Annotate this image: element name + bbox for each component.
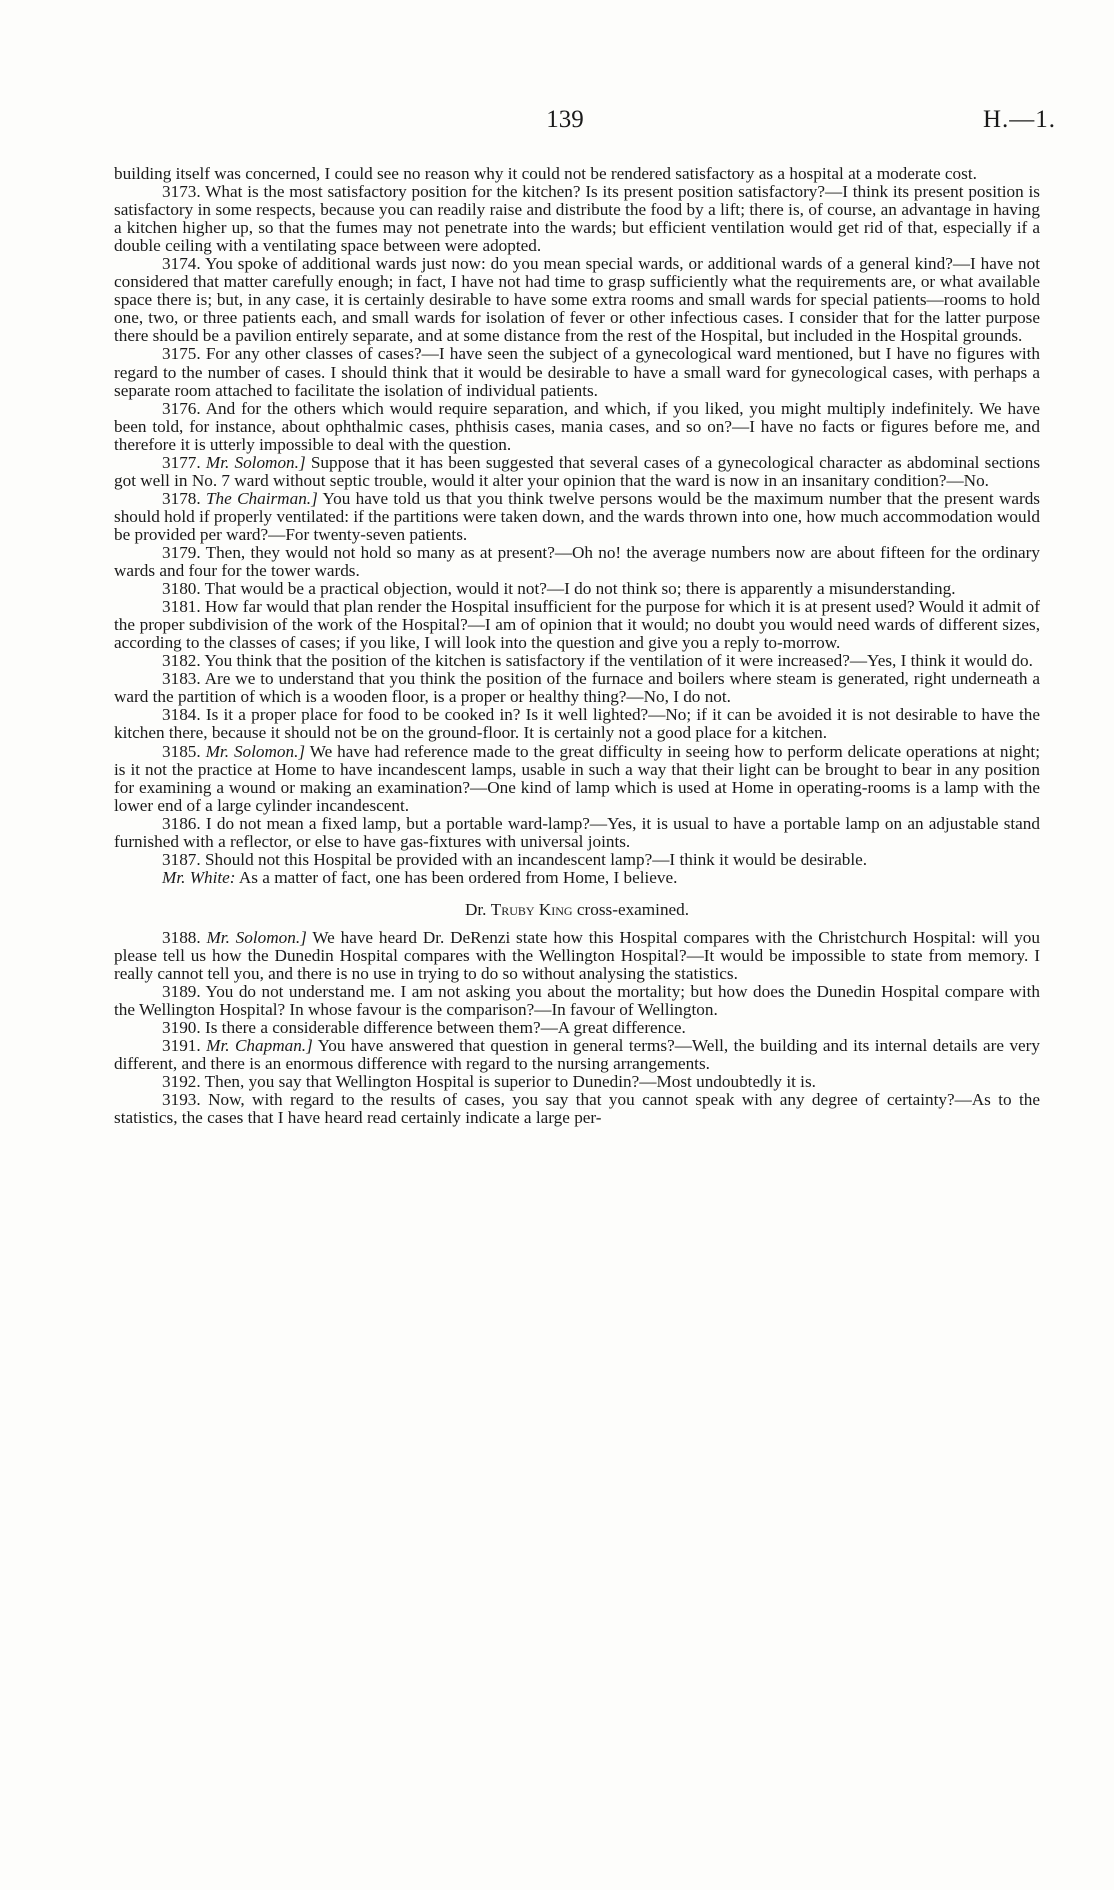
question-number: 3192.: [162, 1072, 201, 1092]
question-number: 3188.: [162, 927, 201, 947]
paragraph-text: Should not this Hospital be provided with an incandescent lamp?—I think it would be desirable.: [204, 849, 868, 869]
section-heading-prefix: Dr.: [464, 899, 487, 919]
paragraph: [114, 1019, 1040, 1037]
section-heading: [114, 901, 1040, 919]
speaker-name: Mr. Chapman.]: [206, 1036, 313, 1056]
question-number: 3176.: [162, 398, 201, 418]
paragraph: [114, 983, 1040, 1019]
paragraph: [114, 598, 1040, 652]
paragraph: [114, 1091, 1040, 1127]
paragraph: [114, 1037, 1040, 1073]
paragraph-text: For any other classes of cases?—I have seen the subject of a gynecological ward mentioned, but I have no figures with regard to the number of cases. I should think that it would be desirable to have a small ward for gynecological cases, with perhaps a separate room attached to facilitate the isolation of individual patients.: [114, 344, 1041, 400]
paragraph-text: That would be a practical objection, would it not?—I do not think so; there is apparently a misunderstanding.: [204, 579, 956, 599]
witness-name: Truby King: [490, 899, 573, 919]
question-number: 3175.: [162, 344, 201, 364]
paragraph-text: What is the most satisfactory position for the kitchen? Is its present position satisfactory?—I think its present position is satisfactory in some respects, because you can readily raise and distribute the food by a lift; there is, of course, an advantage in having a kitchen higher up, so that the fumes may not penetrate into the wards; but efficient ventilation would get rid of that, especially if a double ceiling with a ventilating space between were adopted.: [114, 182, 1040, 256]
paragraph: [114, 815, 1040, 851]
paragraph: [114, 580, 1040, 598]
document-body: [114, 165, 1040, 1127]
question-number: 3186.: [162, 813, 201, 833]
paragraph: [114, 929, 1040, 983]
question-number: 3187.: [162, 849, 201, 869]
question-number: 3174.: [162, 254, 201, 274]
paragraph-text: I do not mean a fixed lamp, but a portable ward-lamp?—Yes, it is usual to have a portable lamp on an adjustable stand furnished with a reflector, or else to have gas-fixtures with universal joints.: [114, 813, 1040, 851]
question-number: 3178.: [162, 488, 201, 508]
paragraph: [114, 851, 1040, 869]
paragraph: [114, 1073, 1040, 1091]
paragraph: [114, 544, 1040, 580]
question-number: 3191.: [162, 1036, 201, 1056]
question-number: 3181.: [162, 597, 201, 617]
paragraph: [114, 400, 1040, 454]
paragraph: [114, 183, 1040, 255]
paragraph-text: You have answered that question in general terms?—Well, the building and its internal details are very different, and there is an enormous difference with regard to the nursing arrangements.: [114, 1036, 1040, 1074]
speaker-name: Mr. White:: [162, 867, 236, 887]
question-number: 3177.: [162, 452, 201, 472]
paragraph-group-before: [114, 165, 1040, 887]
speaker-name: Mr. Solomon.]: [206, 927, 307, 947]
speaker-name: The Chairman.]: [205, 488, 318, 508]
section-heading-suffix: cross-examined.: [576, 899, 690, 919]
paragraph-text: You think that the position of the kitchen is satisfactory if the ventilation of it were increased?—Yes, I think it would do.: [204, 651, 1033, 671]
question-number: 3180.: [162, 579, 201, 599]
paragraph-text: How far would that plan render the Hospital insufficient for the purpose for which it is at present used? Would it admit of the proper subdivision of the work of the Hospital?—I am of opinion that it would; no doubt you would need wards of different sizes, according to the classes of cases; if you like, I will look into the question and give you a reply to-morrow.: [114, 597, 1041, 653]
paragraph-text: building itself was concerned, I could see no reason why it could not be rendered satisfactory as a hospital at a moderate cost.: [114, 164, 977, 183]
question-number: 3173.: [162, 182, 201, 202]
question-number: 3182.: [162, 651, 201, 671]
paragraph-text: Are we to understand that you think the position of the furnace and boilers where steam is generated, right underneath a ward the partition of which is a wooden floor, is a proper or healthy thing?—No, I do not.: [114, 669, 1040, 707]
paragraph-text: You do not understand me. I am not asking you about the mortality; but how does the Dunedin Hospital compare with the Wellington Hospital? In whose favour is the comparison?—In favour of Wellington.: [114, 982, 1040, 1020]
paragraph: [114, 869, 1040, 887]
paragraph-text: Now, with regard to the results of cases, you say that you cannot speak with any degree of certainty?—As to the statistics, the cases that I have heard read certainly indicate a large per-: [114, 1090, 1040, 1128]
paragraph: [114, 706, 1040, 742]
paragraph: [114, 652, 1040, 670]
paragraph-text: You have told us that you think twelve persons would be the maximum number that the present wards should hold if properly ventilated: if the partitions were taken down, and the wards thrown into one, how much accommodation would be provided per ward?—For twenty-seven patients.: [114, 488, 1040, 544]
paragraph-text: Then, you say that Wellington Hospital is superior to Dunedin?—Most undoubtedly it is.: [204, 1072, 816, 1092]
paragraph: [114, 345, 1040, 399]
question-number: 3189.: [162, 982, 201, 1002]
paragraph-text: As a matter of fact, one has been ordered from Home, I believe.: [238, 867, 678, 887]
question-number: 3193.: [162, 1090, 201, 1110]
speaker-name: Mr. Solomon.]: [205, 452, 306, 472]
paragraph: [114, 255, 1040, 345]
document-reference: H.—1.: [982, 106, 1056, 133]
paragraph-text: Then, they would not hold so many as at present?—Oh no! the average numbers now are about fifteen for the ordinary wards and four for the tower wards.: [114, 542, 1040, 581]
paragraph-text: Is there a considerable difference between them?—A great difference.: [204, 1018, 686, 1038]
page-number: 139: [546, 106, 584, 133]
question-number: 3183.: [162, 669, 201, 689]
paragraph: [114, 670, 1040, 706]
question-number: 3184.: [162, 705, 201, 725]
paragraph: [114, 165, 1040, 183]
question-number: 3179.: [162, 542, 201, 562]
paragraph-group-after: [114, 929, 1040, 1128]
paragraph: [114, 490, 1040, 544]
paragraph: [114, 454, 1040, 490]
paragraph: [114, 743, 1040, 815]
paragraph-text: We have heard Dr. DeRenzi state how this Hospital compares with the Christchurch Hospital: will you please tell us how the Dunedin Hospital compares with the Wellington Hospital?—It would be impossible to state from memory. I really cannot tell you, and there is no use in trying to do so without analysing the statistics.: [114, 927, 1040, 984]
speaker-name: Mr. Solomon.]: [205, 741, 306, 761]
paragraph-text: Suppose that it has been suggested that several cases of a gynecological character as abdominal sections got well in No. 7 ward without septic trouble, would it alter your opinion that the ward is now in an insanitary condition?—No.: [114, 452, 1041, 490]
paragraph-text: We have had reference made to the great difficulty in seeing how to perform delicate operations at night; is it not the practice at Home to have incandescent lamps, usable in such a way that their light can be brought to bear in any position for examining a wound or making an examination?—One kind of lamp which is used at Home in operating-rooms is a lamp with the lower end of a large cylinder incandescent.: [114, 741, 1040, 815]
question-number: 3185.: [162, 741, 201, 761]
page-header: [0, 106, 1114, 140]
paragraph-text: You spoke of additional wards just now: do you mean special wards, or additional wards of a general kind?—I have not considered that matter carefully enough; in fact, I have not had time to grasp sufficiently what the requirements are, or what available space there is; but, in any case, it is certainly desirable to have some extra rooms and small wards for special patients—rooms to hold one, two, or three patients each, and small wards for isolation of fever or other infectious cases. I consider that for the latter purpose there should be a pavilion entirely separate, and at some distance from the rest of the Hospital, but included in the Hospital grounds.: [114, 254, 1040, 346]
question-number: 3190.: [162, 1018, 201, 1038]
paragraph-text: And for the others which would require separation, and which, if you liked, you might multiply indefinitely. We have been told, for instance, about ophthalmic cases, phthisis cases, mania cases, and so on?—I have no facts or figures before me, and therefore it is utterly impossible to deal with the question.: [114, 398, 1040, 454]
paragraph-text: Is it a proper place for food to be cooked in? Is it well lighted?—No; if it can be avoided it is not desirable to have the kitchen there, because it should not be on the ground-floor. It is certainly not a good place for a kitchen.: [114, 705, 1041, 743]
